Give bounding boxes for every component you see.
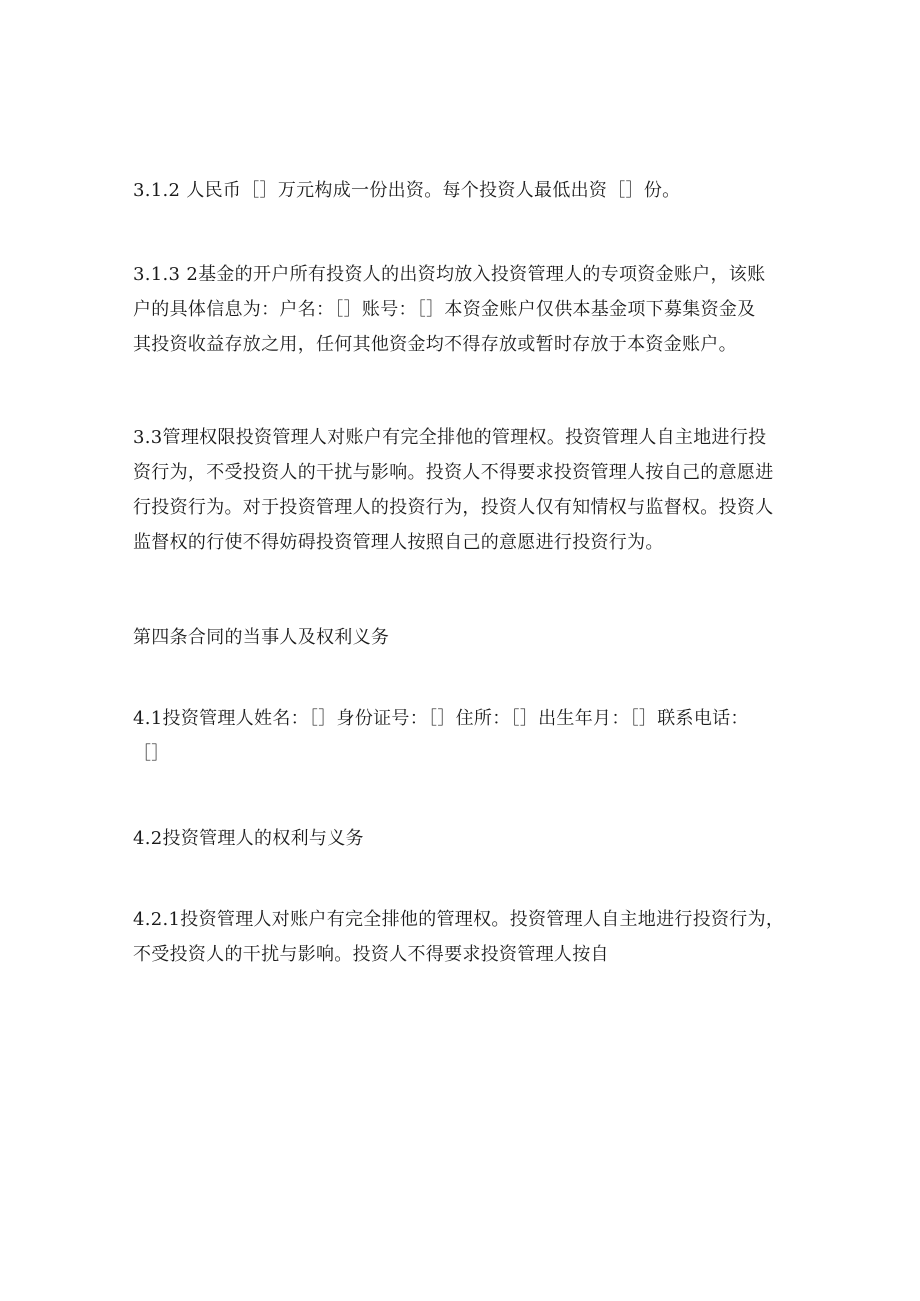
clause-3-1-3 (133, 257, 801, 362)
text-line: 户的具体信息为：户名：［］账号：［］本资金账户仅供本基金项下募集资金及 (133, 299, 756, 320)
text-line: 资行为，不受投资人的干扰与影响。投资人不得要求投资管理人按自己的意愿进 (133, 462, 774, 483)
clause-3-3 (133, 420, 801, 560)
text-line: 4.1投资管理人姓名：［］身份证号：［］住所：［］出生年月：［］联系电话： (133, 708, 749, 729)
text-line: 监督权的行使不得妨碍投资管理人按照自己的意愿进行投资行为。 (133, 532, 664, 553)
text-line: 3.1.2 人民币［］万元构成一份出资。每个投资人最低出资［］份。 (133, 180, 681, 201)
article-4-heading (133, 620, 801, 655)
clause-4-2-1 (133, 902, 801, 972)
text-line: 不受投资人的干扰与影响。投资人不得要求投资管理人按自 (133, 944, 609, 965)
text-line: 其投资收益存放之用，任何其他资金均不得存放或暂时存放于本资金账户。 (133, 334, 737, 355)
text-line: 第四条合同的当事人及权利义务 (133, 627, 390, 648)
clause-4-2 (133, 821, 801, 856)
text-line: 3.1.3 2基金的开户所有投资人的出资均放入投资管理人的专项资金账户，该账 (133, 264, 766, 285)
clause-4-1 (133, 701, 801, 771)
text-line: 4.2.1投资管理人对账户有完全排他的管理权。投资管理人自主地进行投资行为， (133, 909, 785, 930)
text-line: 3.3管理权限投资管理人对账户有完全排他的管理权。投资管理人自主地进行投 (133, 427, 767, 448)
text-line: ［］ (133, 743, 170, 764)
text-line: 行投资行为。对于投资管理人的投资行为，投资人仅有知情权与监督权。投资人 (133, 497, 774, 518)
text-line: 4.2投资管理人的权利与义务 (133, 828, 364, 849)
clause-3-1-2 (133, 173, 801, 208)
